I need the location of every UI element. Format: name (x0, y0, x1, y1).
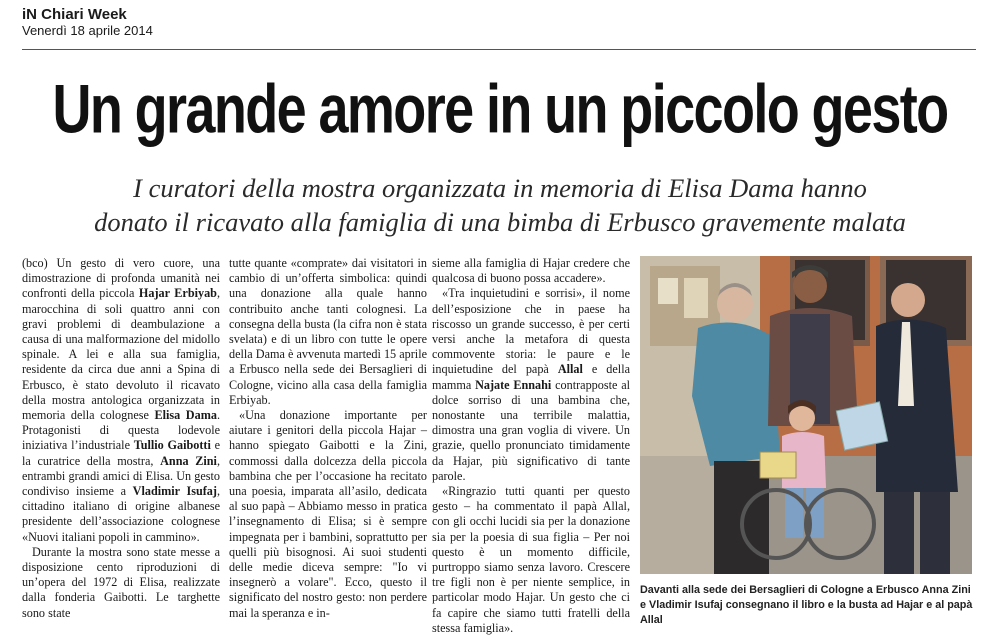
paragraph: «Ringrazio tutti quanti per questo gesto – ha commentato il papà Allal, con gli occhi lucidi sia per la donazione sia per la poesia di sua figlia – Per noi questo è un momento difficile, purtroppo siamo senza lavoro. Crescere tre figli non è per niente semplice, in particolar modo Hajar. Un gesto che ci fa capire che siamo tutti fratelli della stessa famiglia». (432, 484, 630, 635)
paragraph: Durante la mostra sono state messe a disposizione cento riproduzioni di un’opera del 1972 di Elisa, realizzate dalla fonderia Gaibotti. Le targhette sono state (22, 544, 220, 620)
paragraph: «Una donazione importante per aiutare i genitori della piccola Hajar – hanno spiegato Gaibotti e la Zini, commossi dalla dolcezza della piccola bambina che per l’occasione ha recitato una poesia, imparata all’asilo, dedicata al suo papà – Abbiamo messo in pratica l’insegnamento di Elisa; si è sempre impegnata per i bambini, soprattutto per quelli più bisognosi. Ai suoi studenti delle medie diceva sempre: "Io vi insegnerò a volare". Ecco, questo il significato del nostro gesto: non perdere mai la speranza e in- (229, 408, 427, 620)
article-column-3 (432, 256, 630, 636)
subheadline-line-2: donato il ricavato alla famiglia di una bimba di Erbusco gravemente malata (94, 207, 906, 237)
paragraph: «Tra inquietudini e sorrisi», il nome dell’esposizione che in paese ha riscosso un grande successo, è per certi versi anche la metafora di questa commovente storia: le paure e le inquietudine del papà Allal e della mamma Najate Ennahi contrapposte al dolce sorriso di una bambina che, nonostante una terribile malattia, dimostra una gran voglia di vivere. Un grazie, quello pronunciato timidamente da Hajar, più significativo di tante parole. (432, 286, 630, 483)
issue-date: Venerdì 18 aprile 2014 (22, 23, 153, 38)
subheadline (20, 171, 980, 239)
header-rule (22, 49, 976, 50)
masthead (22, 6, 153, 38)
paragraph: sieme alla famiglia di Hajar credere che qualcosa di buono possa accadere». (432, 256, 630, 286)
article-column-1 (22, 256, 220, 621)
article-column-2 (229, 256, 427, 621)
paragraph: tutte quante «comprate» dai visitatori in cambio di un’offerta simbolica: quindi una donazione alla quale hanno contribuito anche tanti colognesi. La consegna della busta (la cifra non è stata svelata) e di un libro con tutte le opere della Dama è avvenuta martedì 15 aprile a Erbusco nella sede dei Bersaglieri di Cologne, vicino alla casa della famiglia Erbiyab. (229, 256, 427, 407)
headline: Un grande amore in un piccolo gesto (52, 71, 948, 149)
photo-illustration (640, 256, 972, 574)
subheadline-line-1: I curatori della mostra organizzata in memoria di Elisa Dama hanno (133, 173, 867, 203)
paragraph: (bco) Un gesto di vero cuore, una dimostrazione di profonda umanità nei confronti della piccola Hajar Erbiyab, marocchina di soli quattro anni con gravi problemi di deambulazione a causa di una malformazione del midollo spinale. A lei e alla sua famiglia, residente da circa due anni a Spina di Erbusco, è stato devoluto il ricavato della mostra antologica organizzata in memoria della colognese Elisa Dama. Protagonisti di questa lodevole iniziativa l’industriale Tullio Gaibotti e la curatrice della mostra, Anna Zini, entrambi grandi amici di Elisa. Un gesto condiviso insieme a Vladimir Isufaj, cittadino italiano di origine albanese presidente dell’associazione colognese «Nuovi italiani popoli in cammino». (22, 256, 220, 544)
photo-caption: Davanti alla sede dei Bersaglieri di Cologne a Erbusco Anna Zini e Vladimir Isufaj consegnano il libro e la busta ad Hajar e al papà Allal (640, 584, 973, 626)
byline-tag: (bco) (22, 256, 48, 270)
publication-name: iN Chiari Week (22, 6, 127, 23)
article-photo (640, 256, 972, 574)
